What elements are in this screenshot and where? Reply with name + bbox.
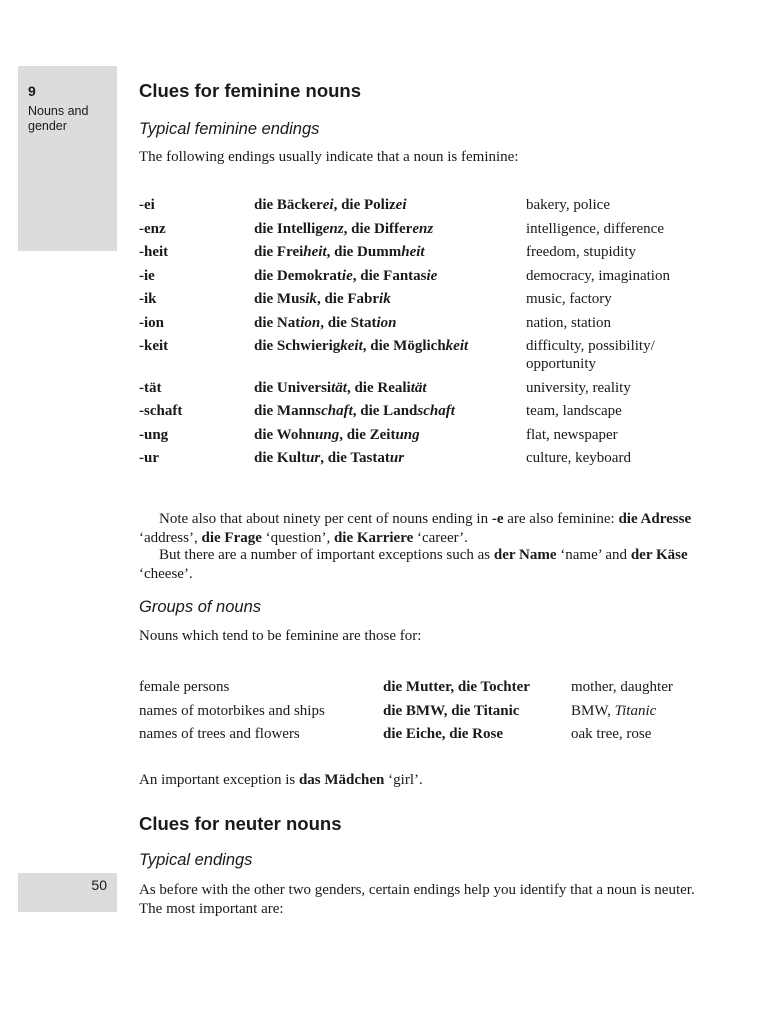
group-row	[139, 678, 709, 696]
groups-subheading: Groups of nouns	[139, 598, 261, 616]
neuter-endings-subheading: Typical endings	[139, 851, 253, 869]
ending-suffix: -ie	[139, 267, 155, 284]
example-word: die Station	[327, 314, 397, 331]
note-exceptions: But there are a number of important exceptions such as der Name ‘name’ and der Käse ‘cheese’.	[139, 547, 688, 582]
ending-row	[139, 220, 709, 238]
group-category: names of trees and flowers	[139, 726, 300, 742]
ending-suffix: -heit	[139, 244, 169, 260]
group-meaning: mother, daughter	[571, 679, 673, 695]
note-ninety-percent: Note also that about ninety per cent of nouns ending in -e are also feminine: die Adresse ‘address’, die Frage ‘question’, die Karriere ‘career’.	[139, 511, 692, 546]
group-examples: die BMW, die Titanic	[383, 702, 520, 719]
ending-suffix: -schaft	[139, 403, 183, 419]
neuter-heading: Clues for neuter nouns	[139, 813, 342, 834]
group-category: names of motorbikes and ships	[139, 702, 325, 719]
example-word: die Demokratie	[254, 267, 353, 284]
example-word: die Universität	[254, 379, 347, 396]
ending-suffix: -ung	[139, 426, 169, 443]
ending-meaning: nation, station	[526, 314, 611, 331]
ending-examples: die Wohnung, die Zeitung	[254, 426, 420, 443]
ending-examples: die Bäckerei, die Polizei	[254, 197, 407, 213]
feminine-intro: The following endings usually indicate that a noun is feminine:	[139, 149, 519, 165]
example-word: die Möglichkeit	[370, 338, 469, 354]
group-examples: die Mutter, die Tochter	[383, 679, 530, 695]
example-word: die Musik	[254, 291, 317, 307]
ending-meaning: difficulty, possibility/ opportunity	[526, 338, 655, 372]
feminine-endings-table	[139, 196, 709, 473]
ending-examples: die Musik, die Fabrik	[254, 291, 391, 307]
ending-examples: die Demokratie, die Fantasie	[254, 267, 438, 284]
ending-suffix: -keit	[139, 338, 169, 354]
page-number: 50	[91, 877, 107, 893]
ending-meaning: culture, keyboard	[526, 450, 631, 466]
group-row	[139, 702, 709, 720]
ending-row	[139, 449, 709, 467]
ending-row	[139, 243, 709, 261]
ending-examples: die Mannschaft, die Landschaft	[254, 403, 455, 419]
ending-row	[139, 379, 709, 397]
exception-line: An important exception is das Mädchen ‘girl’.	[139, 772, 423, 788]
feminine-endings-subheading: Typical feminine endings	[139, 120, 320, 138]
example-word: die Realität	[354, 379, 427, 396]
example-word: die Wohnung	[254, 426, 340, 443]
ending-meaning: bakery, police	[526, 197, 610, 213]
ending-examples: die Nation, die Station	[254, 314, 397, 331]
ending-suffix: -ur	[139, 450, 159, 466]
ending-row	[139, 337, 709, 373]
example-word: die Mannschaft	[254, 403, 353, 419]
example-word: die Landschaft	[360, 403, 455, 419]
ending-suffix: -tät	[139, 379, 162, 396]
neuter-intro: As before with the other two genders, certain endings help you identify that a noun is neuter. The most important are:	[139, 882, 695, 917]
example-word: die Fantasie	[360, 267, 438, 284]
groups-table	[139, 678, 709, 749]
group-row	[139, 725, 709, 743]
ending-meaning: intelligence, difference	[526, 220, 664, 237]
ending-meaning: university, reality	[526, 379, 631, 396]
group-examples: die Eiche, die Rose	[383, 726, 503, 742]
example-word: die Fabrik	[324, 291, 391, 307]
groups-intro: Nouns which tend to be feminine are those for:	[139, 628, 422, 644]
group-meaning: BMW, Titanic	[571, 702, 657, 719]
ending-examples: die Kultur, die Tastatur	[254, 450, 405, 466]
ending-examples: die Intelligenz, die Differenz	[254, 220, 434, 237]
example-word: die Tastatur	[327, 450, 405, 466]
ending-suffix: -ik	[139, 291, 157, 307]
group-meaning: oak tree, rose	[571, 726, 652, 742]
ending-row	[139, 314, 709, 332]
example-word: die Schwierigkeit	[254, 338, 363, 354]
ending-row	[139, 426, 709, 444]
feminine-heading: Clues for feminine nouns	[139, 80, 362, 101]
ending-suffix: -ion	[139, 314, 165, 331]
example-word: die Dummheit	[334, 244, 425, 260]
example-word: die Differenz	[351, 220, 434, 237]
ending-row	[139, 402, 709, 420]
group-category: female persons	[139, 679, 230, 695]
ending-suffix: -ei	[139, 197, 155, 213]
chapter-number: 9	[28, 83, 36, 99]
ending-row	[139, 267, 709, 285]
example-word: die Nation	[254, 314, 321, 331]
ending-meaning: democracy, imagination	[526, 267, 670, 284]
ending-meaning: flat, newspaper	[526, 426, 618, 443]
example-word: die Kultur	[254, 450, 321, 466]
ending-examples: die Universität, die Realität	[254, 379, 427, 396]
ending-row	[139, 290, 709, 308]
ending-suffix: -enz	[139, 220, 166, 237]
ending-row	[139, 196, 709, 214]
chapter-title: Nouns and gender	[28, 104, 89, 133]
ending-examples: die Freiheit, die Dummheit	[254, 244, 425, 260]
ending-meaning: freedom, stupidity	[526, 244, 636, 260]
ending-meaning: music, factory	[526, 291, 612, 307]
ending-meaning: team, landscape	[526, 403, 622, 419]
example-word: die Intelligenz	[254, 220, 344, 237]
example-word: die Zeitung	[346, 426, 420, 443]
example-word: die Freiheit	[254, 244, 327, 260]
example-word: die Polizei	[341, 197, 407, 213]
example-word: die Bäckerei	[254, 197, 334, 213]
ending-examples: die Schwierigkeit, die Möglichkeit	[254, 338, 469, 354]
